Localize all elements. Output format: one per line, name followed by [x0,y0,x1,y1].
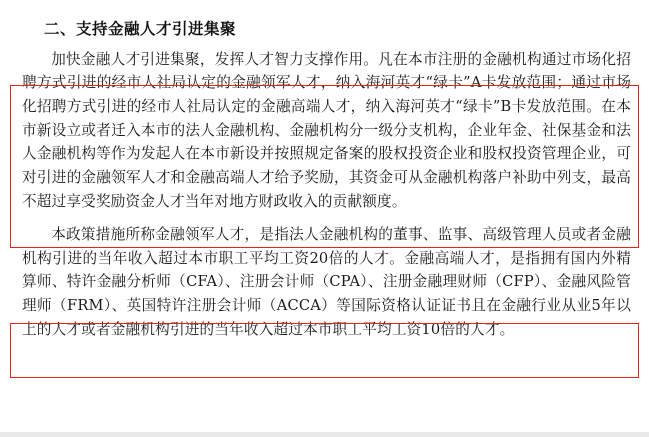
paragraph-definitions: 本政策措施所称金融领军人才，是指法人金融机构的董事、监事、高级管理人员或者金融机构引进的当年收入超过本市职工平均工资20倍的人才。金融高端人才，是指拥有国内外精算师、特许金融分析师（CFA）、注册会计师（CPA）、注册金融理财师（CFP）、金融风险管理师（FRM）、英国特许注册会计师（ACCA）等国际资格认证证书且在金融行业从业5年以上的人才或者金融机构引进的当年收入超过本市职工平均工资10倍的人才。 [22,226,631,338]
page-bottom-divider [0,432,649,437]
section-heading: 二、支持金融人才引进集聚 [44,19,237,38]
paragraph-block-1 [22,48,631,213]
paragraph-block-2 [22,223,631,341]
paragraph-policy-talent-introduction: 加快金融人才引进集聚，发挥人才智力支撑作用。凡在本市注册的金融机构通过市场化招聘方式引进的经市人社局认定的金融领军人才，纳入海河英才“绿卡”A卡发放范围；通过市场化招聘方式引进的经市人社局认定的金融高端人才，纳入海河英才“绿卡”B卡发放范围。在本市新设立或者迁入本市的法人金融机构、金融机构分一级分支机构，企业年金、社保基金和法人金融机构等作为发起人在本市新设并按照规定备案的股权投资企业和股权投资管理企业，可对引进的金融领军人才和金融高端人才给予奖励，其资金可从金融机构落户补助中列支，最高不超过享受奖励资金人才当年对地方财政收入的贡献额度。 [22,50,631,210]
